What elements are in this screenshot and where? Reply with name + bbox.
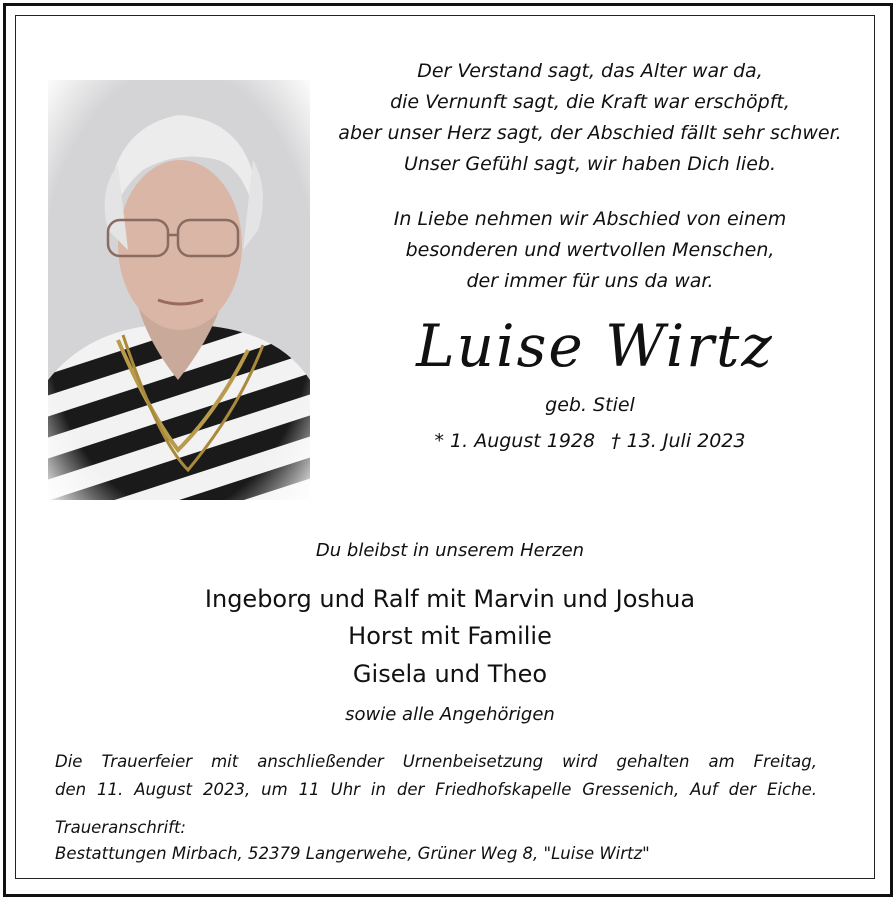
poem-line: die Vernunft sagt, die Kraft war erschöpft, <box>390 91 790 113</box>
poem-line: In Liebe nehmen wir Abschied von einem <box>393 208 787 230</box>
mourners-intro: Du bleibst in unserem Herzen <box>315 540 585 561</box>
poem-line: aber unser Herz sagt, der Abschied fällt sehr schwer. <box>338 122 842 144</box>
birth-date: * 1. August 1928 <box>434 430 596 452</box>
mourners-outro: sowie alle Angehörigen <box>345 704 555 725</box>
poem-line: der immer für uns da war. <box>466 270 714 292</box>
condolence-address <box>55 815 755 867</box>
poem-line: Der Verstand sagt, das Alter war da, <box>417 60 763 82</box>
poem-verse-2 <box>320 204 860 297</box>
life-dates <box>400 430 780 452</box>
funeral-service-notice <box>55 748 817 804</box>
poem-line: Unser Gefühl sagt, wir haben Dich lieb. <box>404 153 776 175</box>
portrait-photo <box>48 80 310 500</box>
poem-verse-1 <box>320 56 860 180</box>
mourner-family: Gisela und Theo <box>352 660 548 688</box>
service-line: den 11. August 2023, um 11 Uhr in der Friedhofskapelle Gressenich, Auf der Eiche. <box>55 780 817 799</box>
poem-line: besonderen und wertvollen Menschen, <box>405 239 775 261</box>
death-date: † 13. Juli 2023 <box>611 430 746 452</box>
service-line: Die Trauerfeier mit anschließender Urnenbeisetzung wird gehalten am Freitag, <box>55 752 817 771</box>
mourner-family: Ingeborg und Ralf mit Marvin und Joshua <box>204 585 696 613</box>
address-value: Bestattungen Mirbach, 52379 Langerwehe, Grüner Weg 8, "Luise Wirtz" <box>55 844 650 863</box>
mourner-family: Horst mit Familie <box>348 622 552 650</box>
birth-name: geb. Stiel <box>545 394 635 416</box>
deceased-name: Luise Wirtz <box>416 312 774 380</box>
address-label: Traueranschrift: <box>55 818 186 837</box>
